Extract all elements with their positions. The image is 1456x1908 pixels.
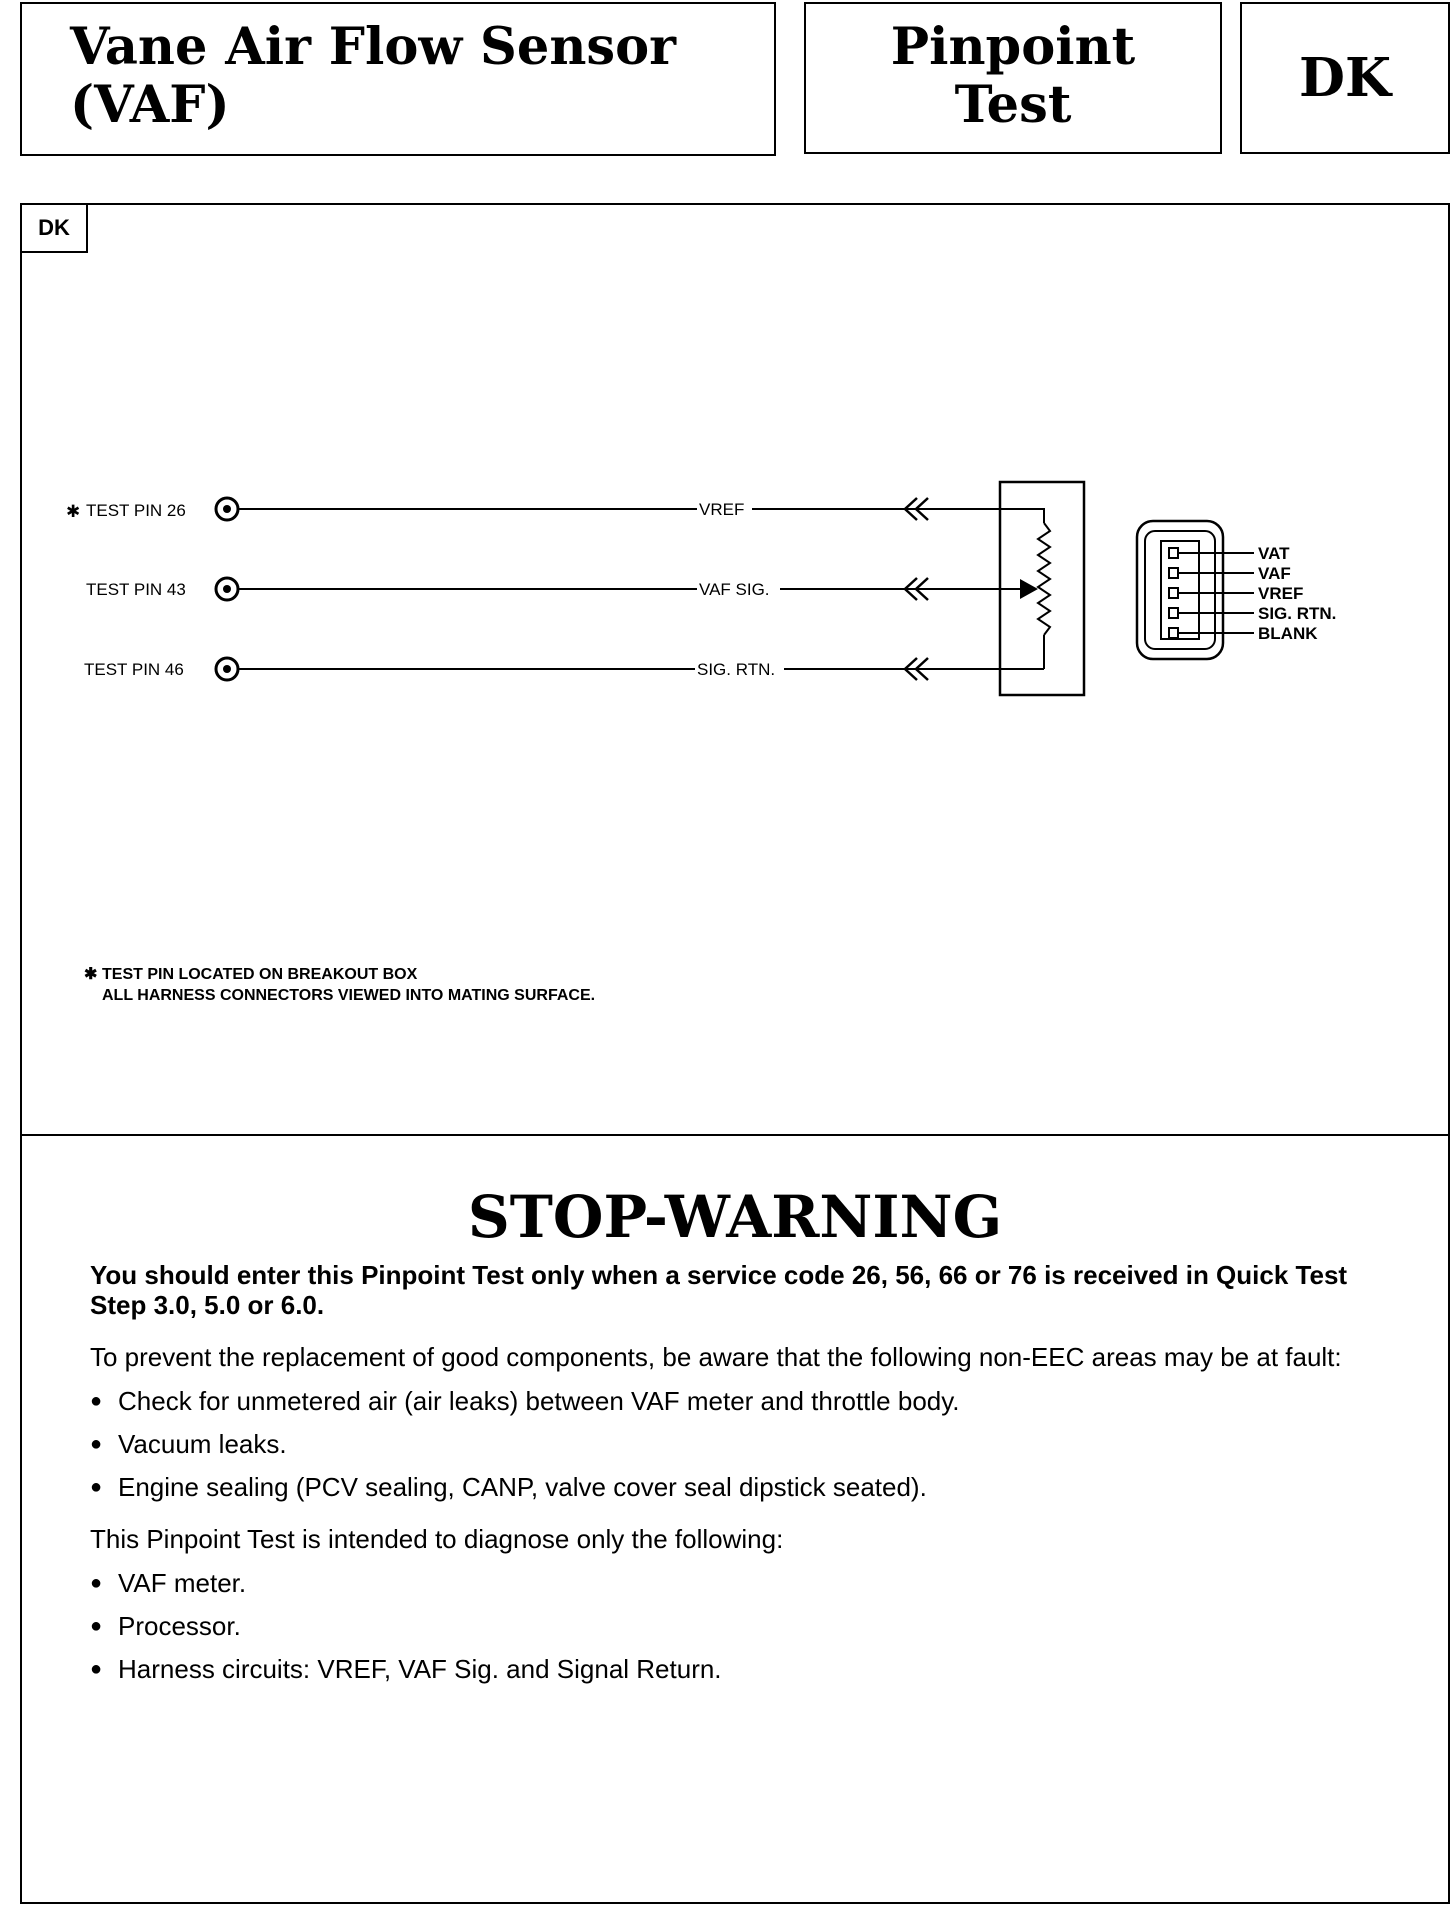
title-line-2: (VAF) — [70, 75, 230, 135]
warning-body — [90, 1260, 1388, 1697]
list-item: ● Processor. — [90, 1611, 1388, 1641]
connector-pin-label: VAT — [1258, 544, 1290, 563]
test-pin-row-46 — [84, 658, 1044, 680]
warning-title: STOP-WARNING — [467, 1183, 1003, 1251]
test-type-box — [804, 2, 1222, 154]
test-type — [806, 18, 1220, 134]
wiring-diagram-panel — [20, 203, 1450, 1136]
note-mark: ✱ — [84, 966, 98, 983]
test-type-line-2: Test — [954, 75, 1072, 135]
test-pin-terminal-dot — [223, 505, 231, 513]
list-item: ● Harness circuits: VREF, VAF Sig. and Signal Return. — [90, 1654, 1388, 1684]
resistor-icon — [1038, 523, 1050, 635]
connector-pin-label: SIG. RTN. — [1258, 604, 1337, 623]
test-pin-terminal-dot — [223, 665, 231, 673]
test-pin-label: TEST PIN 43 — [86, 580, 186, 599]
diagram-tag: DK — [22, 205, 88, 253]
wire-label: VAF SIG. — [699, 580, 770, 599]
connector-pin — [1169, 588, 1178, 598]
note-line-2: ALL HARNESS CONNECTORS VIEWED INTO MATING SURFACE. — [102, 987, 596, 1004]
resistor-lead-top — [1000, 509, 1044, 523]
test-pin-row-26 — [66, 498, 1000, 521]
wiper-arrow — [1020, 579, 1038, 599]
connector-inner-shell — [1145, 531, 1215, 649]
test-type-line-1: Pinpoint — [890, 17, 1136, 77]
test-pin-mark: ✱ — [66, 502, 81, 521]
warning-lead: You should enter this Pinpoint Test only when a service code 26, 56, 66 or 76 is received in Quick Test Step 3.0, 5.0 or 6.0. — [90, 1260, 1348, 1320]
list-item: ● Check for unmetered air (air leaks) between VAF meter and throttle body. — [90, 1386, 1388, 1416]
connector-pin-label: VREF — [1258, 584, 1304, 603]
test-pin-terminal-dot — [223, 585, 231, 593]
connector-pin — [1169, 608, 1178, 618]
test-pin-label: TEST PIN 46 — [84, 660, 184, 679]
test-pin-label: TEST PIN 26 — [86, 501, 186, 520]
note-line-1: TEST PIN LOCATED ON BREAKOUT BOX — [102, 966, 418, 983]
test-code: DK — [1298, 47, 1392, 109]
connector-pin-label: BLANK — [1258, 624, 1318, 643]
wiring-diagram — [22, 205, 1448, 1134]
list-item: ● Vacuum leaks. — [90, 1429, 1388, 1459]
diagram-notes — [84, 966, 595, 1004]
wire-label: SIG. RTN. — [697, 660, 776, 679]
test-pin-row-43 — [86, 578, 1038, 600]
diagnose-intro: This Pinpoint Test is intended to diagnose only the following: — [90, 1524, 784, 1554]
harness-connector — [1137, 521, 1336, 659]
stop-warning-panel — [20, 1134, 1450, 1904]
page-title — [70, 18, 676, 134]
title-box — [20, 2, 776, 156]
code-box — [1240, 2, 1450, 154]
connector-pin-block — [1161, 541, 1199, 639]
list-item: ● Engine sealing (PCV sealing, CANP, valve cover seal dipstick seated). — [90, 1472, 1388, 1502]
prevent-intro: To prevent the replacement of good components, be aware that the following non-EEC areas may be at fault: — [90, 1342, 1342, 1372]
connector-pin-label: VAF — [1258, 564, 1291, 583]
connector-pin — [1169, 568, 1178, 578]
connector-pin — [1169, 548, 1178, 558]
connector-pin — [1169, 628, 1178, 638]
wire-label: VREF — [699, 500, 745, 519]
title-line-1: Vane Air Flow Sensor — [70, 17, 676, 77]
list-item: ● VAF meter. — [90, 1568, 1388, 1598]
